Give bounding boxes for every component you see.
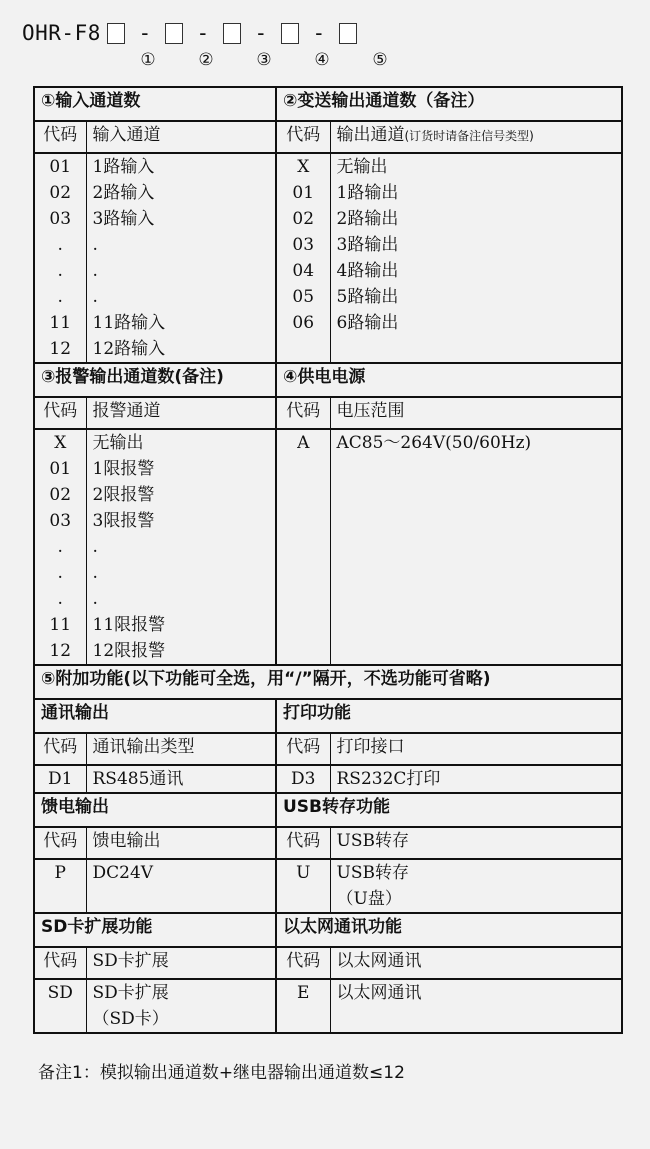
list-item: 无输出 (336, 157, 388, 177)
sd-code: SD (34, 979, 86, 1033)
output-channel-header (330, 121, 622, 153)
list-item: 1路输入 (92, 157, 155, 177)
list-item: . (92, 287, 98, 307)
list-item: 1限报警 (92, 459, 155, 479)
list-item: 02 (292, 209, 315, 229)
sd-eth-header (34, 913, 622, 947)
comm-type-header: 通讯输出类型 (86, 733, 276, 765)
list-item: . (92, 537, 98, 557)
sd-eth-body (34, 979, 622, 1033)
list-item: 无输出 (92, 433, 144, 453)
separator: - (196, 21, 210, 45)
slot-1-box (107, 23, 125, 44)
comm-title: 通讯输出 (34, 699, 276, 733)
code-header: 代码 (276, 827, 330, 859)
input-channel-header: 输入通道 (86, 121, 276, 153)
code-header: 代码 (276, 397, 330, 429)
alarm-code-list (34, 429, 86, 665)
list-item: 2路输出 (336, 209, 399, 229)
eth-code: E (276, 979, 330, 1033)
list-item: . (57, 287, 63, 307)
feed-title: 馈电输出 (34, 793, 276, 827)
list-item: 11 (49, 615, 72, 635)
usb-value-line: （U盘） (336, 889, 402, 909)
list-item: . (92, 563, 98, 583)
footnote: 备注1：模拟输出通道数+继电器输出通道数≤12 (38, 1063, 405, 1083)
section-1-2-header (34, 87, 622, 121)
position-1-label: ① (140, 50, 156, 70)
print-interface-header: 打印接口 (330, 733, 622, 765)
position-5-label: ⑤ (372, 50, 388, 70)
code-header: 代码 (34, 733, 86, 765)
list-item: . (57, 537, 63, 557)
section-4-title: ④供电电源 (276, 363, 622, 397)
sd-value (86, 979, 276, 1033)
sd-value-line: （SD卡） (92, 1009, 169, 1029)
power-value (330, 429, 622, 665)
slot-3-box (223, 23, 241, 44)
input-label-list (86, 153, 276, 363)
list-item: X (54, 433, 67, 453)
list-item: . (57, 563, 63, 583)
code-header: 代码 (276, 121, 330, 153)
separator: - (312, 21, 326, 45)
voltage-range-header: 电压范围 (330, 397, 622, 429)
selection-table (33, 86, 623, 1034)
list-item: 05 (292, 287, 315, 307)
alarm-label-list (86, 429, 276, 665)
list-item: . (92, 235, 98, 255)
slot-2-box (165, 23, 183, 44)
sd-value-line: SD卡扩展 (92, 983, 169, 1003)
sd-eth-column-headers (34, 947, 622, 979)
list-item: 03 (49, 511, 72, 531)
sd-header: SD卡扩展 (86, 947, 276, 979)
code-header: 代码 (34, 397, 86, 429)
section-5-header (34, 665, 622, 699)
eth-header: 以太网通讯 (330, 947, 622, 979)
position-3-label: ③ (256, 50, 272, 70)
feed-code: P (34, 859, 86, 913)
list-item: 01 (49, 157, 72, 177)
print-code: D3 (276, 765, 330, 793)
separator: - (138, 21, 152, 45)
list-item: 03 (49, 209, 72, 229)
list-item: 03 (292, 235, 315, 255)
usb-title: USB转存功能 (276, 793, 622, 827)
list-item: 3路输出 (336, 235, 399, 255)
list-item: 01 (292, 183, 315, 203)
separator: - (254, 21, 268, 45)
code-header: 代码 (34, 827, 86, 859)
code-header: 代码 (34, 121, 86, 153)
output-label-list (330, 153, 622, 363)
code-header: 代码 (34, 947, 86, 979)
usb-header: USB转存 (330, 827, 622, 859)
print-title: 打印功能 (276, 699, 622, 733)
input-code-list (34, 153, 86, 363)
list-item: 12 (49, 339, 72, 359)
section-3-4-column-headers (34, 397, 622, 429)
list-item: . (57, 261, 63, 281)
code-header: 代码 (276, 733, 330, 765)
section-1-2-column-headers (34, 121, 622, 153)
eth-title: 以太网通讯功能 (276, 913, 622, 947)
list-item: 1路输出 (336, 183, 399, 203)
feed-value: DC24V (86, 859, 276, 913)
power-code-value: A (297, 433, 310, 453)
list-item: X (297, 157, 310, 177)
list-item: 06 (292, 313, 315, 333)
list-item: 2限报警 (92, 485, 155, 505)
list-item: 3限报警 (92, 511, 155, 531)
usb-value-line: USB转存 (336, 863, 409, 883)
feed-usb-body (34, 859, 622, 913)
list-item: . (57, 589, 63, 609)
list-item: 02 (49, 485, 72, 505)
list-item: 12限报警 (92, 641, 166, 661)
section-3-4-header (34, 363, 622, 397)
output-code-list (276, 153, 330, 363)
section-3-4-body (34, 429, 622, 665)
slot-4-box (281, 23, 299, 44)
feed-header: 馈电输出 (86, 827, 276, 859)
output-channel-label: 输出通道 (336, 125, 405, 145)
position-2-label: ② (198, 50, 214, 70)
list-item: . (92, 261, 98, 281)
feed-usb-column-headers (34, 827, 622, 859)
list-item: 02 (49, 183, 72, 203)
section-5-title: ⑤附加功能(以下功能可全选，用“/”隔开，不选功能可省略) (34, 665, 622, 699)
comm-print-header (34, 699, 622, 733)
eth-value: 以太网通讯 (336, 983, 422, 1003)
list-item: 12 (49, 641, 72, 661)
list-item: 12路输入 (92, 339, 166, 359)
section-2-title: ②变送输出通道数（备注） (276, 87, 622, 121)
list-item: 11限报警 (92, 615, 166, 635)
code-header: 代码 (276, 947, 330, 979)
section-1-2-body (34, 153, 622, 363)
print-value: RS232C打印 (336, 769, 441, 789)
output-channel-note: (订货时请备注信号类型) (404, 129, 534, 143)
feed-usb-header (34, 793, 622, 827)
list-item: 11 (49, 313, 72, 333)
list-item: 01 (49, 459, 72, 479)
list-item: 11路输入 (92, 313, 166, 333)
usb-value (330, 859, 622, 913)
usb-code: U (276, 859, 330, 913)
list-item: 5路输出 (336, 287, 399, 307)
alarm-channel-header: 报警通道 (86, 397, 276, 429)
list-item: . (57, 235, 63, 255)
list-item: 2路输入 (92, 183, 155, 203)
power-code (276, 429, 330, 665)
list-item: . (92, 589, 98, 609)
comm-print-body (34, 765, 622, 793)
list-item: 3路输入 (92, 209, 155, 229)
list-item: 4路输出 (336, 261, 399, 281)
comm-code: D1 (34, 765, 86, 793)
comm-print-column-headers (34, 733, 622, 765)
voltage-range-value: AC85～264V(50/60Hz) (336, 433, 532, 453)
comm-value: RS485通讯 (86, 765, 276, 793)
slot-5-box (339, 23, 357, 44)
sd-title: SD卡扩展功能 (34, 913, 276, 947)
list-item: 6路输出 (336, 313, 399, 333)
model-code (22, 16, 388, 76)
position-4-label: ④ (314, 50, 330, 70)
model-prefix: OHR-F8 (22, 21, 101, 45)
section-3-title: ③报警输出通道数(备注) (34, 363, 276, 397)
list-item: 04 (292, 261, 315, 281)
section-1-title: ①输入通道数 (34, 87, 276, 121)
